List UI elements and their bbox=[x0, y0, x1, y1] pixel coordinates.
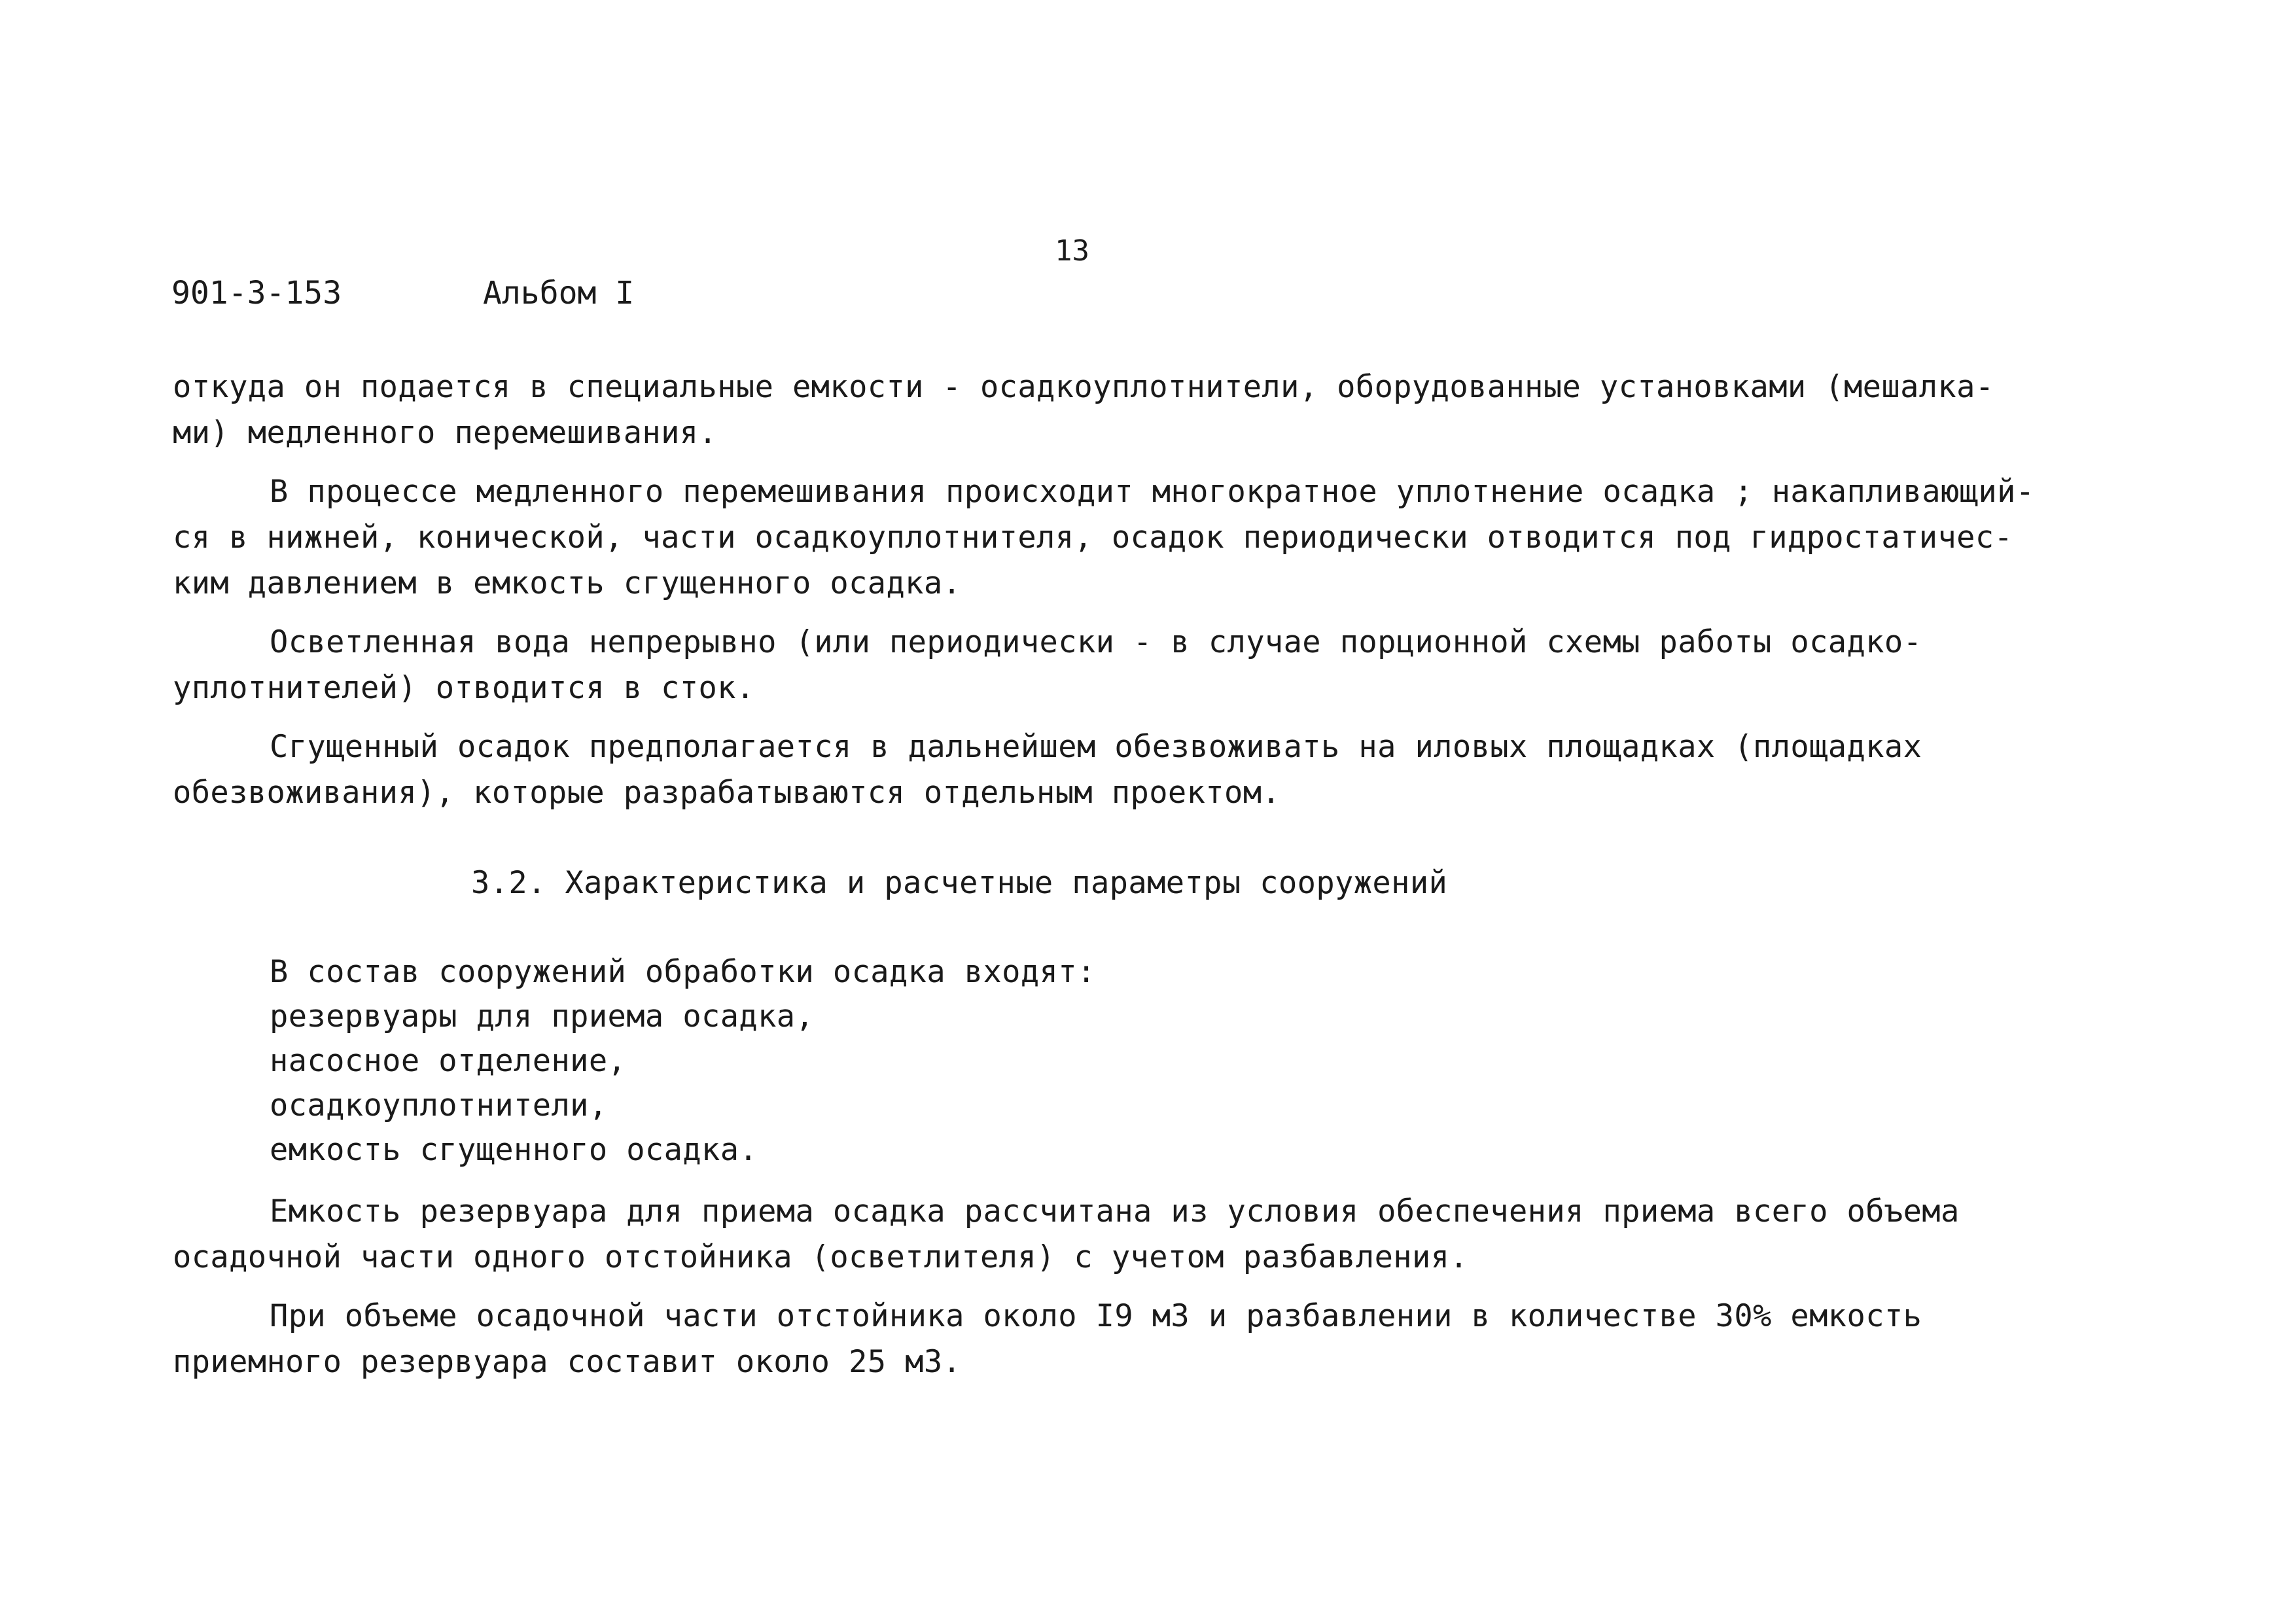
paragraph-1-line-2: ми) медленного перемешивания. bbox=[173, 415, 718, 451]
document-code: 901-3-153 bbox=[171, 275, 342, 311]
list-item: осадкоуплотнители, bbox=[270, 1087, 608, 1123]
paragraph-6-line-1: При объеме осадочной части отстойника около I9 м3 и разбавлении в количестве 30% емкость bbox=[270, 1298, 1922, 1334]
section-heading: 3.2. Характеристика и расчетные параметры сооружений bbox=[471, 865, 1448, 901]
paragraph-3-line-2: уплотнителей) отводится в сток. bbox=[173, 670, 755, 706]
paragraph-4-line-1: Сгущенный осадок предполагается в дальнейшем обезвоживать на иловых площадках (площадках bbox=[270, 729, 1922, 765]
paragraph-5-line-2: осадочной части одного отстойника (осветлителя) с учетом разбавления. bbox=[173, 1239, 1469, 1275]
list-item: емкость сгущенного осадка. bbox=[270, 1132, 758, 1168]
page-number: 13 bbox=[1055, 234, 1089, 268]
paragraph-3-line-1: Осветленная вода непрерывно (или периодически - в случае порционной схемы работы осадко- bbox=[270, 624, 1922, 660]
list-intro: В состав сооружений обработки осадка входят: bbox=[270, 954, 1096, 990]
album-label: Альбом I bbox=[483, 275, 635, 311]
list-item: резервуары для приема осадка, bbox=[270, 998, 815, 1034]
paragraph-4-line-2: обезвоживания), которые разрабатываются отдельным проектом. bbox=[173, 775, 1281, 811]
paragraph-2-line-2: ся в нижней, конической, части осадкоуплотнителя, осадок периодически отводится под гидростатичес- bbox=[173, 520, 2013, 556]
paragraph-1-line-1: откуда он подается в специальные емкости - осадкоуплотнители, оборудованные установками (мешалка- bbox=[173, 369, 1994, 405]
paragraph-6-line-2: приемного резервуара составит около 25 м3. bbox=[173, 1344, 962, 1380]
list-item: насосное отделение, bbox=[270, 1043, 627, 1079]
paragraph-2-line-3: ким давлением в емкость сгущенного осадка. bbox=[173, 565, 962, 601]
paragraph-5-line-1: Емкость резервуара для приема осадка рассчитана из условия обеспечения приема всего объема bbox=[270, 1193, 1960, 1229]
paragraph-2-line-1: В процессе медленного перемешивания происходит многократное уплотнение осадка ; накапливающий- bbox=[270, 474, 2035, 510]
